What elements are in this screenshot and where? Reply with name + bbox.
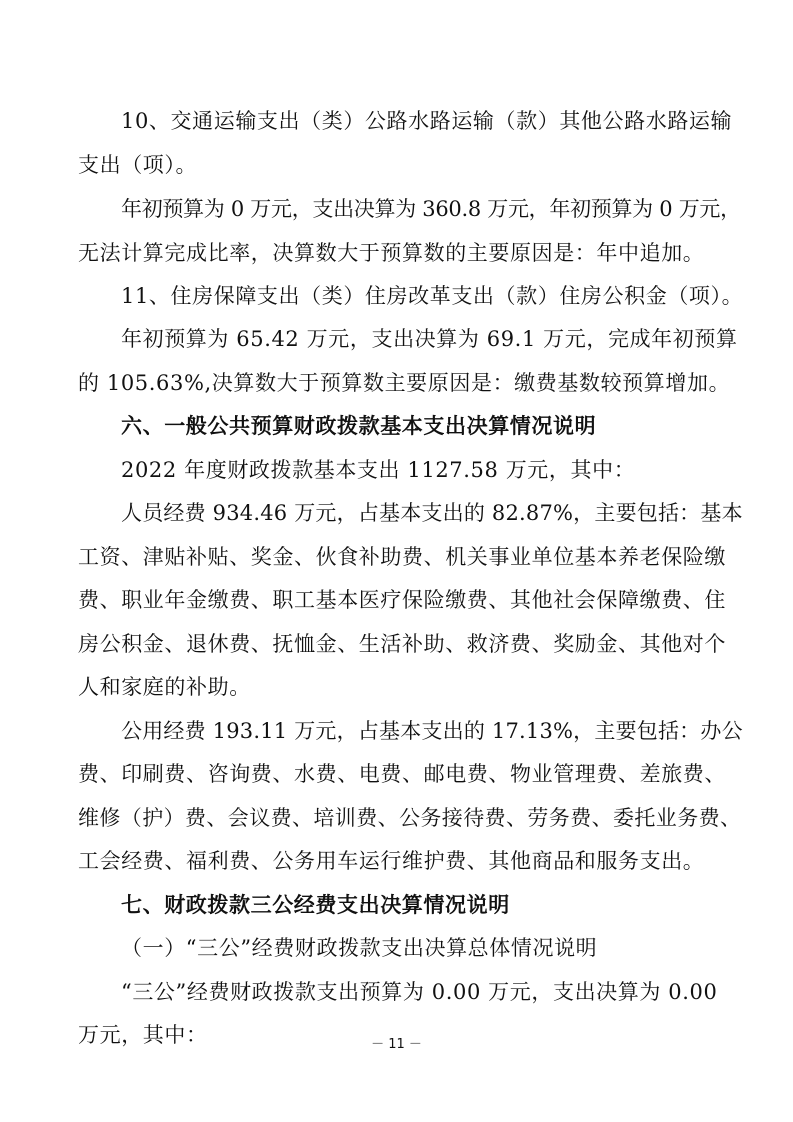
text-line: 年初预算为 65.42 万元，支出决算为 69.1 万元，完成年初预算 (121, 327, 738, 351)
text-line: 11、住房保障支出（类）住房改革支出（款）住房公积金（项）。 (121, 284, 744, 308)
section-heading: 六、一般公共预算财政拨款基本支出决算情况说明 (121, 413, 597, 438)
text-line: 工资、津贴补贴、奖金、伙食补助费、机关事业单位基本养老保险缴 (78, 545, 726, 569)
text-line: “三公”经费财政拨款支出预算为 0.00 万元，支出决算为 0.00 (121, 980, 718, 1004)
text-line: 费、印刷费、咨询费、水费、电费、邮电费、物业管理费、差旅费、 (78, 762, 726, 786)
text-line: 人和家庭的补助。 (78, 675, 251, 699)
text-line: 房公积金、退休费、抚恤金、生活补助、救济费、奖励金、其他对个 (78, 632, 726, 656)
text-line: 2022 年度财政拨款基本支出 1127.58 万元，其中： (121, 458, 636, 482)
subsection-heading: （一）“三公”经费财政拨款支出决算总体情况说明 (121, 936, 598, 960)
page-number: － 11 － (371, 1037, 422, 1052)
text-line: 万元，其中： (78, 1023, 208, 1047)
text-line: 无法计算完成比率，决算数大于预算数的主要原因是：年中追加。 (78, 241, 705, 265)
text-line: 费、职业年金缴费、职工基本医疗保险缴费、其他社会保障缴费、住 (78, 588, 726, 612)
section-heading: 七、财政拨款三公经费支出决算情况说明 (121, 892, 510, 917)
text-line: 人员经费 934.46 万元，占基本支出的 82.87%，主要包括：基本 (121, 501, 743, 525)
text-line: 公用经费 193.11 万元，占基本支出的 17.13%，主要包括：办公 (121, 719, 743, 743)
text-line: 支出（项）。 (78, 153, 198, 177)
text-line: 年初预算为 0 万元，支出决算为 360.8 万元，年初预算为 0 万元， (121, 197, 741, 221)
text-line: 工会经费、福利费、公务用车运行维护费、其他商品和服务支出。 (78, 849, 705, 873)
text-line: 维修（护）费、会议费、培训费、公务接待费、劳务费、委托业务费、 (78, 806, 742, 830)
text-line: 10、交通运输支出（类）公路水路运输（款）其他公路水路运输 (121, 109, 733, 133)
text-line: 的 105.63%,决算数大于预算数主要原因是：缴费基数较预算增加。 (78, 371, 731, 395)
